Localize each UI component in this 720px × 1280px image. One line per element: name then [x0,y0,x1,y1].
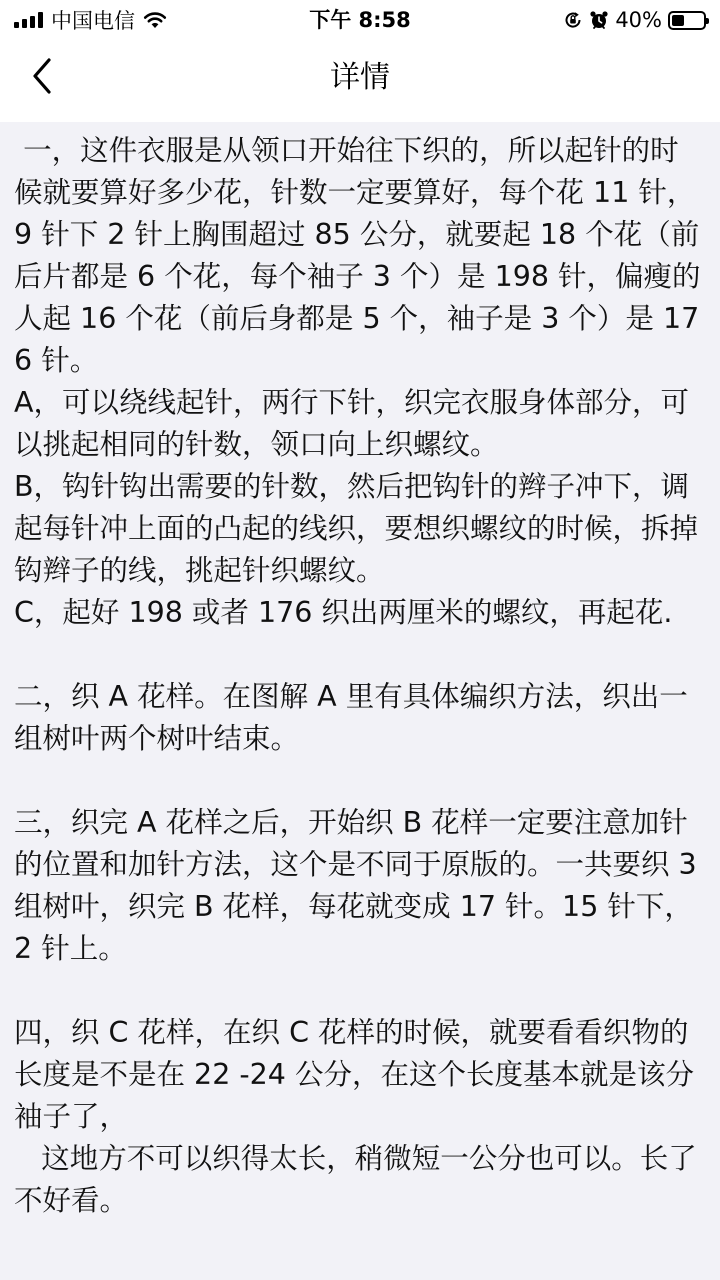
section-2: 二，织 A 花样。在图解 A 里有具体编织方法，织出一组树叶两个树叶结束。 [14,680,688,755]
alarm-clock-icon [589,10,609,30]
article-body [14,130,706,1222]
section-1-item-a: A，可以绕线起针，两行下针，织完衣服身体部分，可以挑起相同的针数，领口向上织螺纹。 [14,386,689,461]
status-bar [0,0,720,40]
status-time: 下午 8:58 [309,8,411,32]
section-1-intro: 一，这件衣服是从领口开始往下织的，所以起针的时候就要算好多少花，针数一定要算好，每个花 11 针，9 针下 2 针上胸围超过 85 公分，就要起 18 个花（前后片都是 6 个花，每个袖子 3 个）是 198 针，偏瘦的人起 16 个花（前后身都是 5 个，袖子是 3 个）是 176 针。 [14,134,701,377]
carrier-name: 中国电信 [51,9,135,33]
section-1-item-c: C，起好 198 或者 176 织出两厘米的螺纹，再起花. [14,596,673,629]
section-3: 三，织完 A 花样之后，开始织 B 花样一定要注意加针的位置和加针方法，这个是不同于原版的。一共要织 3 组树叶，织完 B 花样，每花就变成 17 针。15 针下，2 针上。 [14,806,706,965]
battery-percent: 40% [615,8,662,32]
status-right [563,6,706,34]
battery-icon [668,11,706,30]
top-area [0,0,720,122]
navigation-bar [0,40,720,122]
battery-level-fill [672,15,684,26]
page-title: 详情 [330,60,390,95]
section-4-note: 这地方不可以织得太长，稍微短一公分也可以。长了不好看。 [14,1142,697,1217]
section-4: 四，织 C 花样，在织 C 花样的时候，就要看看织物的长度是不是在 22 -24 公分，在这个长度基本就是该分袖子了， [14,1016,694,1133]
orientation-lock-icon [563,10,583,30]
section-1-item-b: B，钩针钩出需要的针数，然后把钩针的辫子冲下，调起每针冲上面的凸起的线织，要想织螺纹的时候，拆掉钩辫子的线，挑起针织螺纹。 [14,470,699,587]
